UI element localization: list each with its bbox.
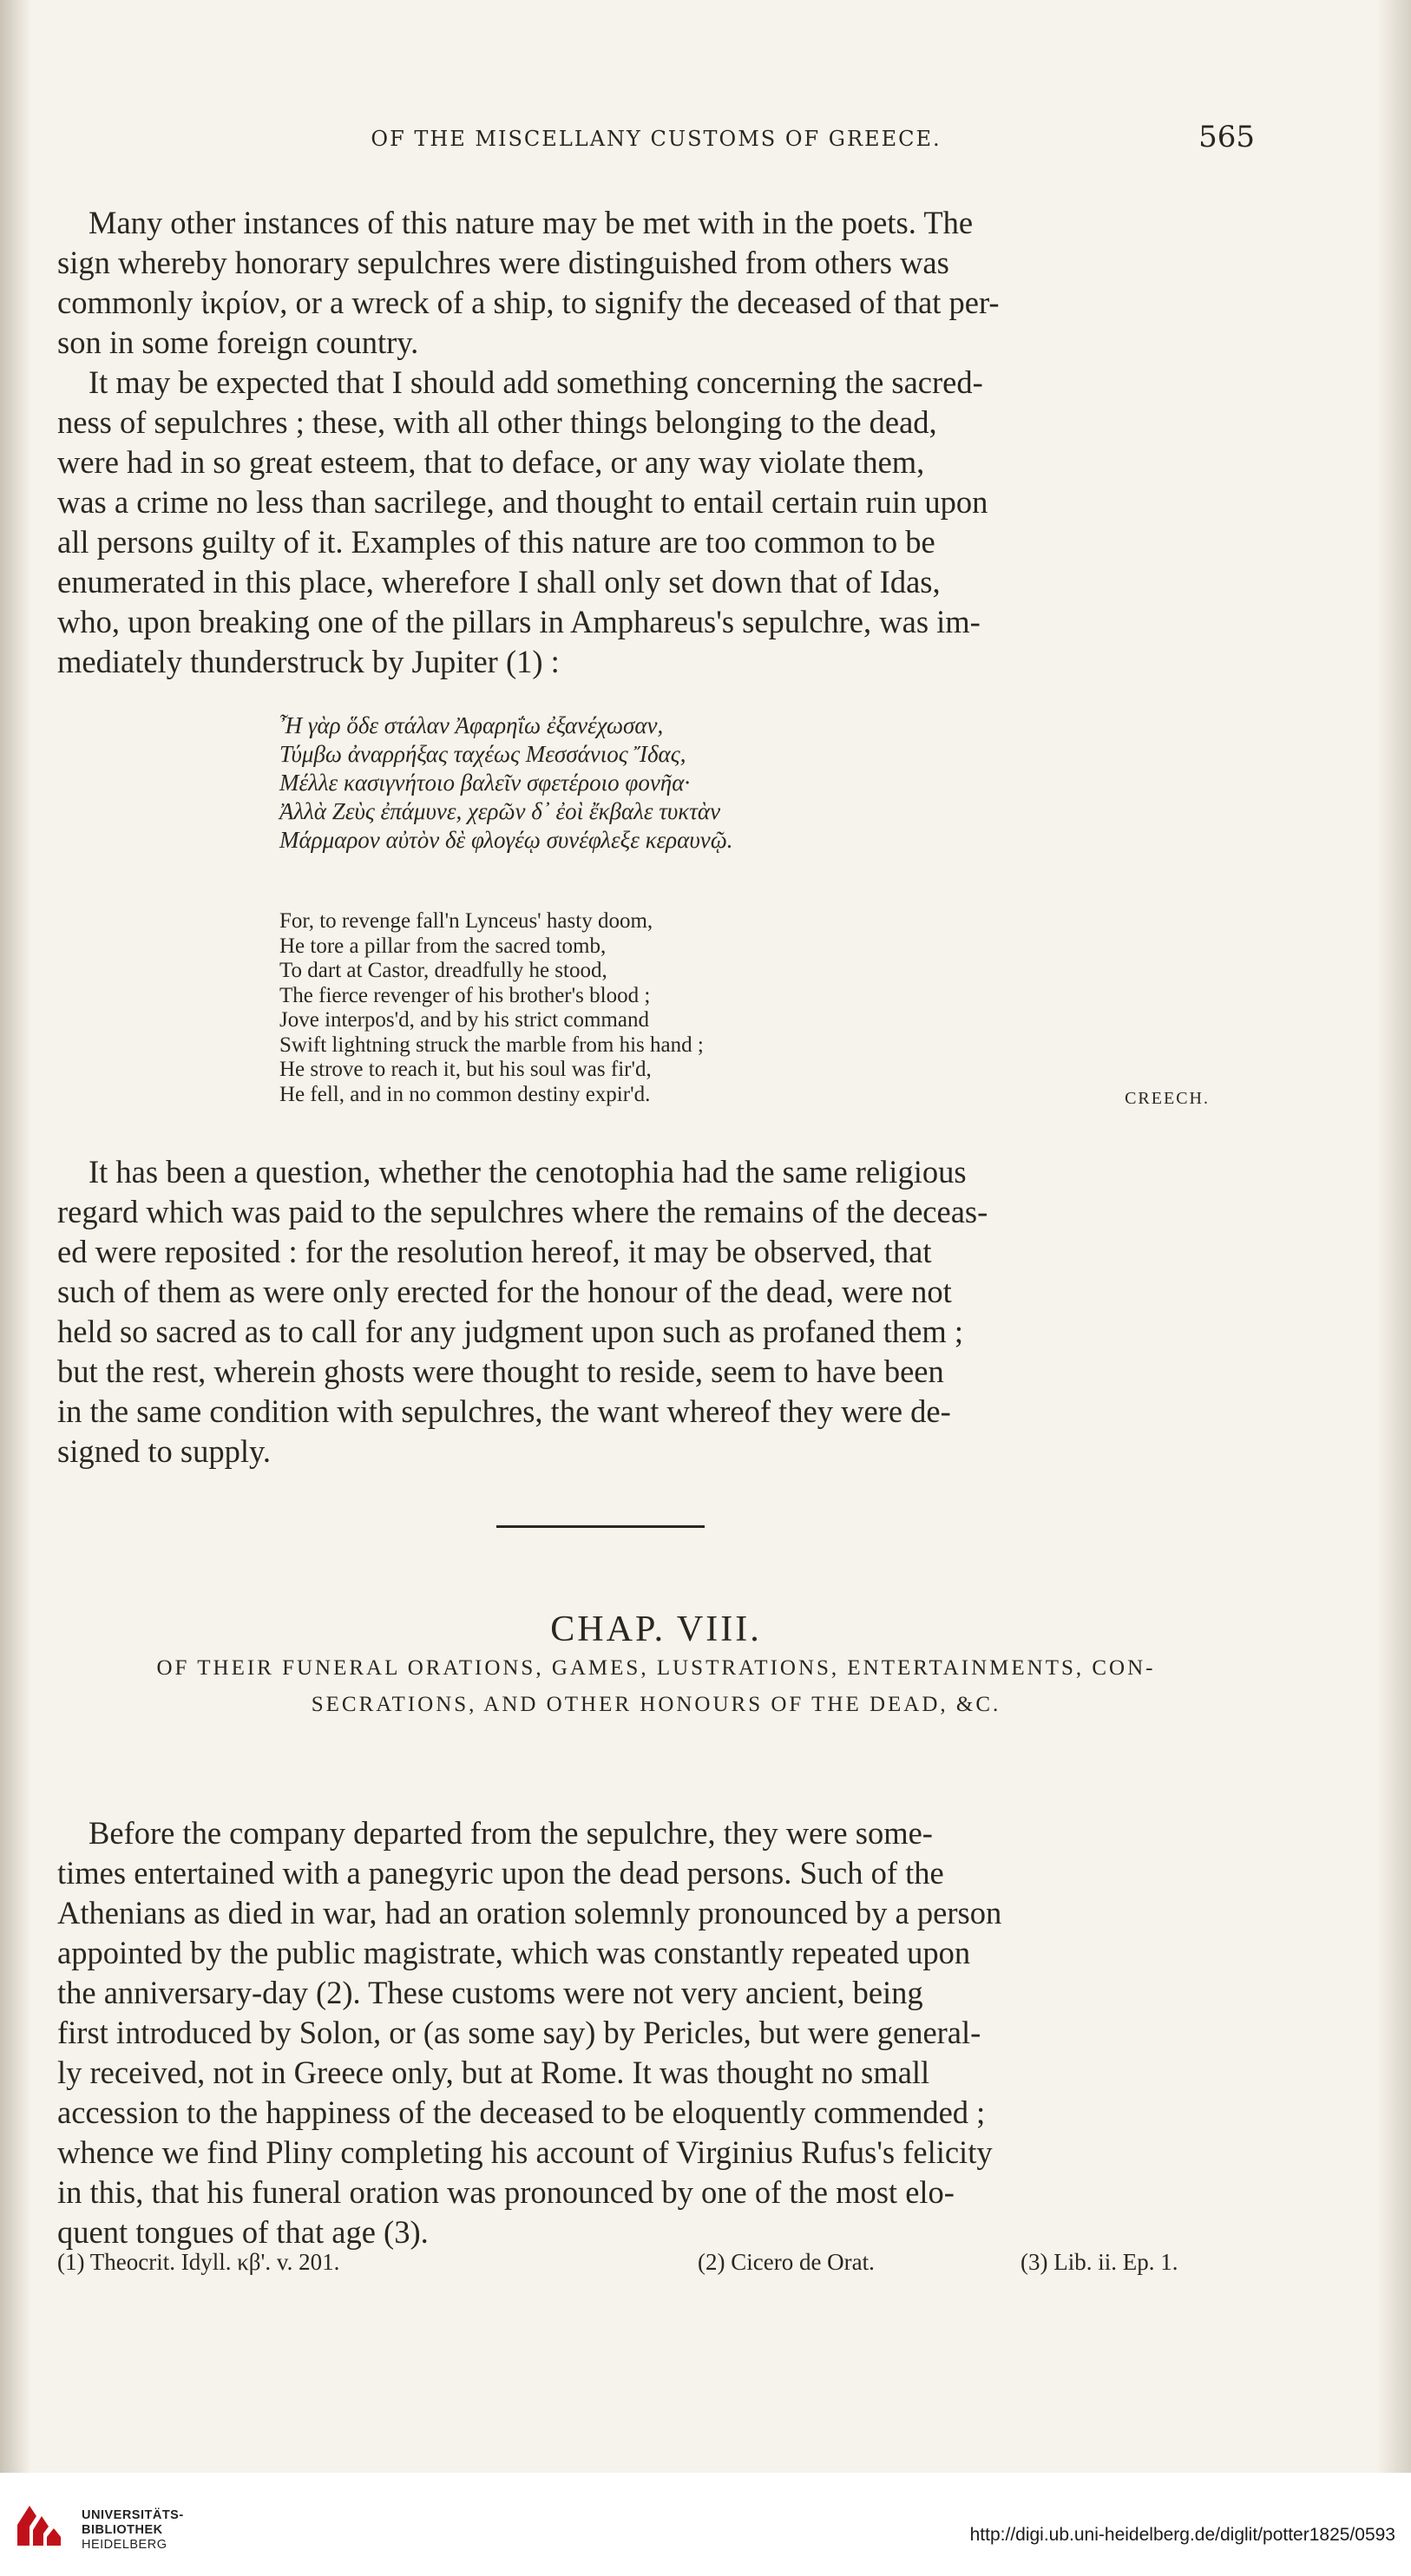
university-library-logo-icon [14,2499,64,2549]
text-line: son in some foreign country. [57,324,419,360]
chapter-title: CHAP. VIII. [550,1609,762,1649]
footnote-2: (2) Cicero de Orat. [698,2249,875,2275]
text-line: Athenians as died in war, had an oration solemnly pronounced by a person [57,1895,1002,1930]
verse-line: He strove to reach it, but his soul was fir'd, [279,1058,652,1081]
text-line: such of them as were only erected for the honour of the dead, were not [57,1274,952,1309]
text-line: the anniversary-day (2). These customs were not very ancient, being [57,1975,923,2010]
chapter-subtitle [57,1650,1255,1723]
verse-line: He fell, and in no common destiny expir'd. [279,1082,651,1106]
verse-line: Jove interpos'd, and by his strict command [279,1008,649,1032]
chapter-subtitle-line: SECRATIONS, AND OTHER HONOURS OF THE DEAD, &C. [311,1693,1001,1716]
text-line: were had in so great esteem, that to deface, or any way violate them, [57,444,925,480]
paragraph-funeral-orations [57,1813,1255,2252]
verse-line: He tore a pillar from the sacred tomb, [279,934,607,958]
text-line: first introduced by Solon, or (as some say) by Pericles, but were general- [57,2015,981,2050]
text-line: It has been a question, whether the cenotophia had the same religious [89,1154,967,1190]
greek-line: Μέλλε κασιγνήτοιο βαλεῖν σφετέροιο φονῆα· [279,770,691,796]
page-number: 565 [1198,120,1255,154]
institution-line: BIBLIOTHEK [82,2523,163,2537]
text-line: in this, that his funeral oration was pronounced by one of the most elo- [57,2174,955,2210]
verse-translation [279,909,1217,1109]
chapter-subtitle-line: OF THEIR FUNERAL ORATIONS, GAMES, LUSTRATIONS, ENTERTAINMENTS, CON- [156,1656,1156,1680]
text-line: times entertained with a panegyric upon the dead persons. Such of the [57,1855,944,1891]
verse-line: The fierce revenger of his brother's blood ; [279,983,651,1007]
verse-attribution: CREECH. [1125,1089,1210,1108]
text-line: appointed by the public magistrate, which was constantly repeated upon [57,1935,971,1970]
verse-line: To dart at Castor, dreadfully he stood, [279,959,607,982]
text-line: in the same condition with sepulchres, the want whereof they were de- [57,1393,951,1429]
greek-quotation [279,711,1217,855]
text-line: was a crime no less than sacrilege, and thought to entail certain ruin upon [57,484,988,520]
text-line: ness of sepulchres ; these, with all other things belonging to the dead, [57,404,937,440]
greek-line: Μάρμαρον αὐτὸν δὲ φλογέῳ συνέφλεξε κεραυνῷ. [279,827,733,853]
greek-line: Ἀλλὰ Ζεὺς ἐπάμυνε, χερῶν δ᾽ ἐοὶ ἔκβαλε τυκτὰν [279,798,721,824]
verse-line: Swift lightning struck the marble from his hand ; [279,1032,704,1057]
permalink-url[interactable]: http://digi.ub.uni-heidelberg.de/diglit/potter1825/0593 [969,2525,1395,2545]
text-line: ed were reposited : for the resolution hereof, it may be observed, that [57,1234,932,1269]
running-head [57,120,1255,158]
text-line: but the rest, wherein ghosts were thought to reside, seem to have been [57,1354,944,1389]
paragraph-sacredness [57,363,1255,682]
institution-line: UNIVERSITÄTS- [82,2508,184,2522]
footnote-1: (1) Theocrit. Idyll. κβ'. v. 201. [57,2249,340,2275]
verse-line: For, to revenge fall'n Lynceus' hasty doom, [279,909,653,933]
greek-line: Ἦ γὰρ ὅδε στάλαν Ἀφαρηΐω ἐξανέχωσαν, [279,712,664,738]
text-line: all persons guilty of it. Examples of this nature are too common to be [57,524,935,560]
text-line: who, upon breaking one of the pillars in Amphareus's sepulchre, was im- [57,604,981,639]
greek-line: Τύμβω ἀναρρήξας ταχέως Μεσσάνιος Ἴδας, [279,741,686,767]
paragraph-poets [57,203,1255,363]
text-line: enumerated in this place, wherefore I shall only set down that of Idas, [57,564,941,600]
text-line: mediately thunderstruck by Jupiter (1) : [57,644,560,679]
text-line: held so sacred as to call for any judgment upon such as profaned them ; [57,1314,964,1349]
text-line: Many other instances of this nature may be met with in the poets. The [89,205,974,240]
text-line: ly received, not in Greece only, but at Rome. It was thought no small [57,2055,930,2090]
text-line: commonly ἰκρίον, or a wreck of a ship, to signify the deceased of that per- [57,285,1000,320]
text-line: regard which was paid to the sepulchres where the remains of the deceas- [57,1194,988,1229]
text-line: accession to the happiness of the deceased to be eloquently commended ; [57,2094,986,2130]
text-line: sign whereby honorary sepulchres were distinguished from others was [57,245,949,280]
text-line: Before the company departed from the sepulchre, they were some- [89,1815,933,1851]
text-line: quent tongues of that age (3). [57,2214,429,2250]
text-line: signed to supply. [57,1433,272,1469]
running-title: OF THE MISCELLANY CUSTOMS OF GREECE. [371,127,942,151]
paragraph-cenotaphs [57,1152,1255,1472]
text-line: whence we find Pliny completing his account of Virginius Rufus's felicity [57,2134,993,2170]
footnotes [57,2249,1255,2284]
institution-line: HEIDELBERG [82,2538,167,2552]
text-line: It may be expected that I should add something concerning the sacred- [89,364,983,400]
institution-name [82,2508,184,2553]
section-divider [496,1525,705,1528]
footnote-3: (3) Lib. ii. Ep. 1. [1021,2249,1178,2275]
